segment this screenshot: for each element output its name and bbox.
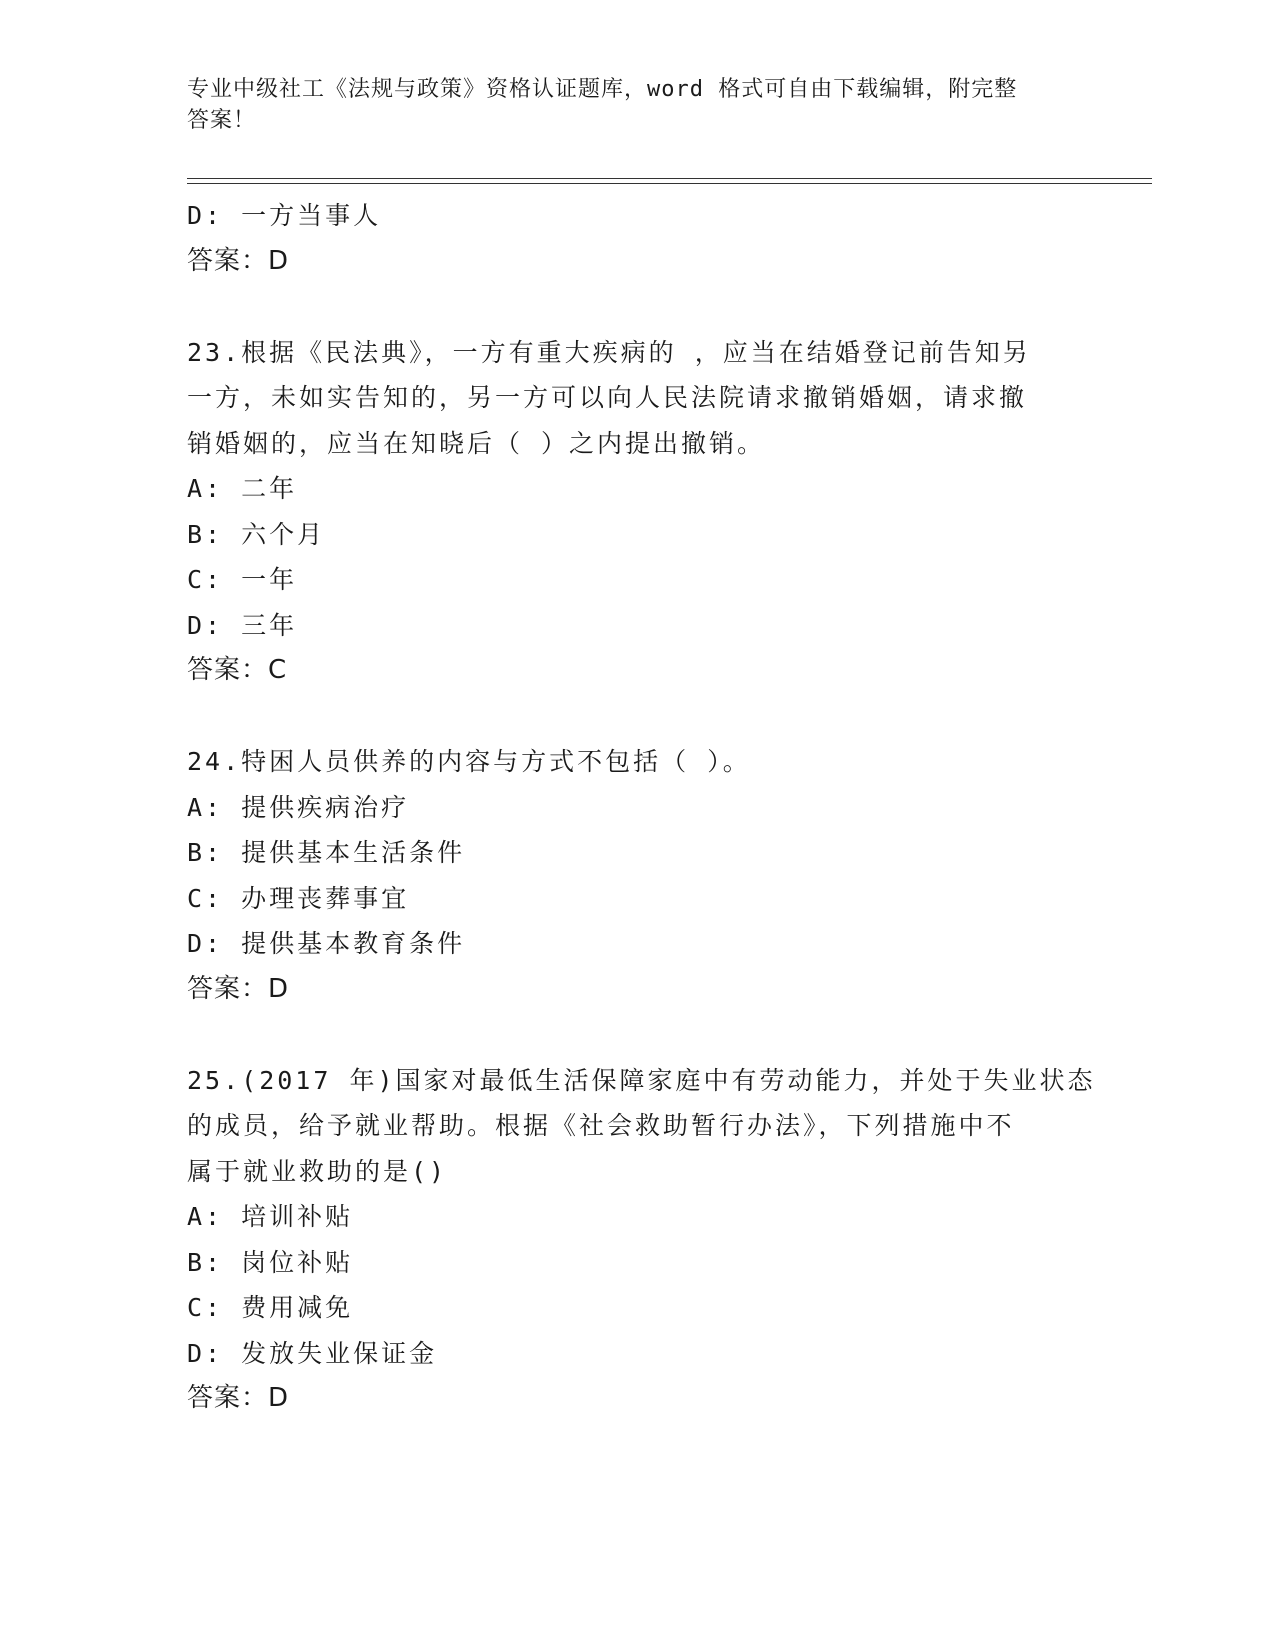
question-stem-line: 24.特困人员供养的内容与方式不包括（ ）。 (187, 747, 751, 776)
option-b: B: 岗位补贴 (187, 1247, 354, 1277)
question-23 (187, 330, 1087, 694)
option-c: C: 办理丧葬事宜 (187, 883, 410, 913)
question-stem-line: 25.(2017 年)国家对最低生活保障家庭中有劳动能力，并处于失业状态 (187, 1065, 1096, 1095)
question-24 (187, 739, 1087, 1012)
spacer (187, 284, 1087, 330)
answer: 答案：D (187, 245, 290, 276)
option-b: B: 提供基本生活条件 (187, 838, 466, 867)
option-d: D: 三年 (187, 610, 298, 640)
spacer (187, 1012, 1087, 1058)
header-line-1: 专业中级社工《法规与政策》资格认证题库，word 格式可自由下载编辑，附完整 (187, 77, 1018, 102)
header-line-2: 答案！ (187, 108, 257, 133)
question-stem-line: 一方，未如实告知的，另一方可以向人民法院请求撤销婚姻，请求撤 (187, 383, 1028, 412)
header-divider-top (187, 178, 1152, 179)
option-d: D: 一方当事人 (187, 201, 382, 230)
answer: 答案：C (187, 655, 288, 685)
option-c: C: 费用减免 (187, 1293, 354, 1322)
question-stem-line: 23.根据《民法典》，一方有重大疾病的 ，应当在结婚登记前告知另 (187, 337, 1031, 367)
answer: 答案：D (187, 973, 290, 1004)
option-a: A: 培训补贴 (187, 1202, 354, 1231)
header-divider-bottom (187, 183, 1152, 184)
document-body (187, 193, 1096, 1422)
question-stem-line: 销婚姻的，应当在知晓后（ ）之内提出撤销。 (187, 428, 766, 458)
answer: 答案：D (187, 1383, 290, 1413)
question-stem-line: 的成员，给予就业帮助。根据《社会救助暂行办法》，下列措施中不 (187, 1111, 1015, 1140)
option-c: C: 一年 (187, 565, 298, 594)
option-d: D: 发放失业保证金 (187, 1338, 438, 1368)
option-b: B: 六个月 (187, 519, 326, 549)
spacer (187, 694, 1087, 740)
question-25 (187, 1058, 1096, 1422)
option-d: D: 提供基本教育条件 (187, 929, 466, 958)
option-a: A: 提供疾病治疗 (187, 792, 410, 822)
option-a: A: 二年 (187, 474, 298, 503)
document-header (187, 74, 1077, 136)
question-stem-line: 属于就业救助的是() (187, 1156, 448, 1186)
